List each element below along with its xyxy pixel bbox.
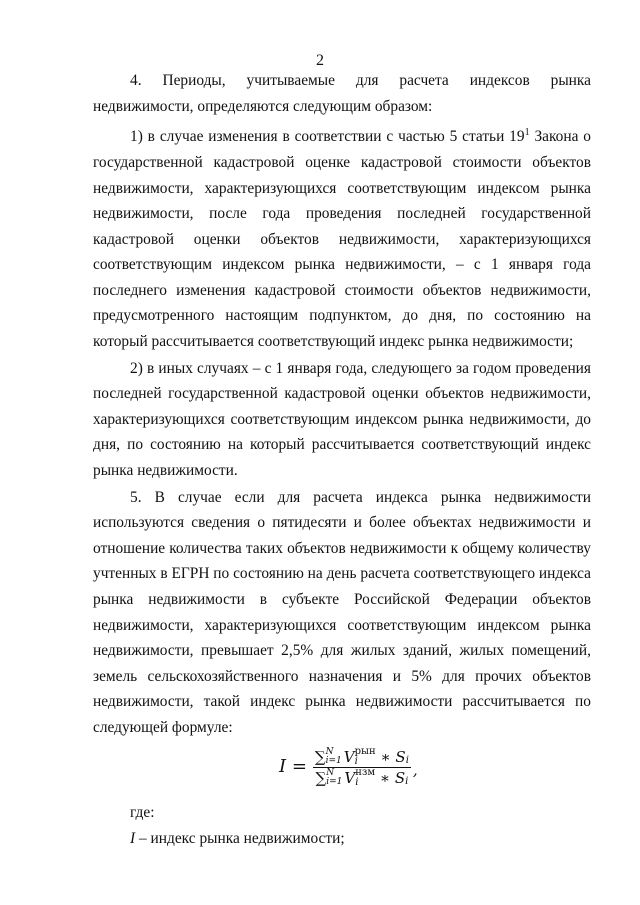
denominator-sum	[315, 768, 408, 788]
sum-upper: N	[326, 767, 335, 778]
formula-comma: ,	[412, 760, 418, 779]
sum-upper: N	[325, 746, 334, 757]
document-body	[93, 68, 591, 852]
var-s: S	[395, 747, 406, 766]
article-superscript: 1	[524, 127, 530, 139]
formula-numerator	[313, 747, 411, 768]
paragraph-4: 4. Периоды, учитываемые для расчета индексов рынка недвижимости, определяются следующим образом:	[93, 72, 591, 115]
v-sup-changed: нзм	[355, 766, 376, 778]
s-sub-i: i	[405, 754, 409, 766]
formula-denominator	[313, 768, 410, 788]
sum-symbol: ∑	[314, 747, 326, 766]
sum-symbol: ∑	[315, 768, 327, 787]
formula-fraction	[313, 747, 411, 788]
v-indices-den	[355, 768, 375, 788]
s-sub-i: i	[405, 775, 409, 787]
v-sub-i: i	[355, 776, 359, 788]
var-v: V	[343, 747, 355, 766]
paragraph-4-1-rest: Закона о государственной кадастровой оценке кадастровой стоимости объектов недвижимости, характеризующихся соответствующим индексом рынка недвижимости, после года проведения последней государственной кадастровой оценки объектов недвижимости, характеризующихся соответствующим индексом рынка недвижимости, – с 1 января года последнего изменения кадастровой стоимости объектов недвижимости, предусмотренного настоящим подпунктом, до дня, по состоянию на который рассчитывается соответствующий индекс рынка недвижимости;	[93, 128, 591, 351]
v-indices-num	[355, 747, 376, 767]
times-sign: ∗	[375, 747, 396, 766]
var-v: V	[344, 768, 356, 787]
numerator-sum	[315, 747, 409, 767]
formula-lhs: I =	[279, 756, 307, 778]
s-index-den	[405, 769, 408, 787]
paragraph-4-2: 2) в иных случаях – с 1 января года, следующего за годом проведения последней государственной кадастровой оценки объектов недвижимости, характеризующихся соответствующим индексом рынка недвижимости, до дня, по состоянию на который рассчитывается соответствующий индекс рынка недвижимости.	[93, 359, 591, 480]
v-sup-market: рын	[354, 745, 376, 757]
sum-lower: i=1	[325, 755, 342, 766]
sum-lower: i=1	[326, 776, 343, 787]
index-formula	[279, 747, 591, 788]
definition-i-text: – индекс рынка недвижимости;	[135, 830, 345, 848]
paragraph-5: 5. В случае если для расчета индекса рынка недвижимости используются сведения о пятидесяти и более объектах недвижимости и отношение количества таких объектов недвижимости к общему количеству учтенных в ЕГРН по состоянию на день расчета соответствующего индекса рынка недвижимости в субъекте Российской Федерации объектов недвижимости, характеризующихся соответствующим индексом рынка недвижимости, превышает 2,5% для жилых зданий, жилых помещений, земель сельскохозяйственного назначения и 5% для прочих объектов недвижимости, такой индекс рынка недвижимости рассчитывается по следующей формуле:	[93, 488, 591, 736]
sum-limits	[326, 748, 342, 766]
definition-i-variable: I	[130, 830, 136, 848]
definition-i	[93, 826, 591, 852]
sum-limits	[326, 769, 342, 787]
paragraph-4-1	[93, 120, 591, 354]
s-index-num	[406, 748, 409, 766]
where-label: где:	[130, 803, 155, 821]
paragraph-4-1-start: 1) в случае изменения в соответствии с частью 5 статьи 19	[130, 128, 525, 146]
page-number: 2	[316, 52, 324, 69]
v-sub-i: i	[354, 755, 358, 767]
times-sign: ∗	[375, 768, 395, 787]
var-s: S	[394, 768, 406, 787]
